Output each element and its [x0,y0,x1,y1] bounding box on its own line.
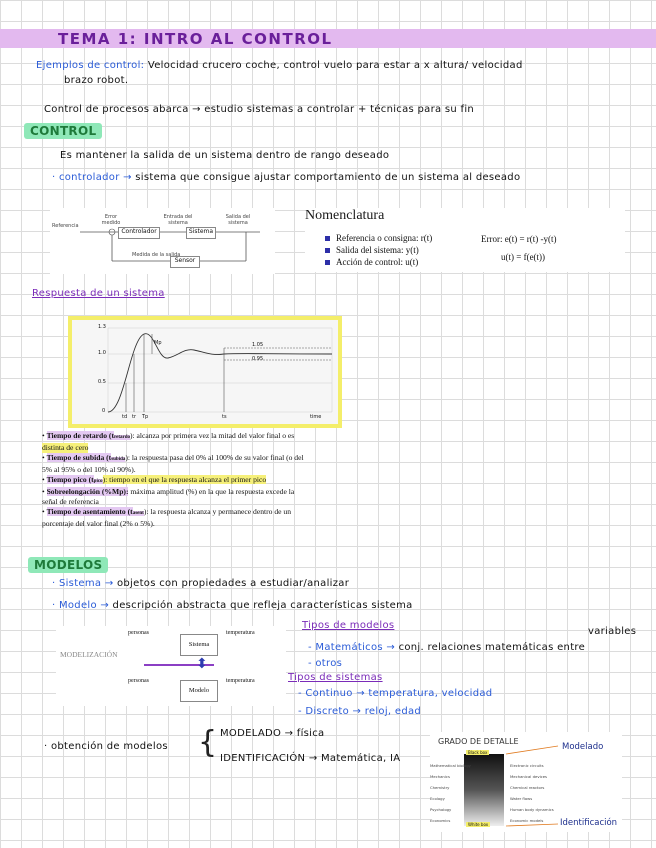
procesos-line: Control de procesos abarca → estudio sistemas a controlar + técnicas para su fin [44,104,475,115]
variables-text: variables [588,626,637,637]
x-tick: Tp [142,414,149,420]
bottom-tag: White box [468,822,489,827]
def-retardo-2: distinta de cero [42,443,89,452]
nomenclatura-item: Referencia o consigna: r(t) [325,232,432,244]
identificacion-line: IDENTIFICACIÓN → Matemática, IA [220,753,401,764]
matematicos-text: conj. relaciones matemáticas entre [398,642,586,653]
sistema-text: objetos con propiedades a estudiar/analizar [116,578,350,589]
tipos-sistemas-heading: Tipos de sistemas [288,672,383,683]
def-asent-2: porcentaje del valor final (2% o 5%). [42,519,155,528]
updown-arrow-icon: ⬍ [196,657,208,672]
def-asent: • Tiempo de asentamiento (tasent): la respuesta alcanza y permanece dentro de un [42,507,291,516]
controlador-box: Controlador [118,227,160,239]
detalle-left-labels: Mathematical biology Mechanics Chemistry Ecology Psychology Economics [430,763,471,823]
nomenclatura-item: Acción de control: u(t) [325,256,432,268]
def-subida: • Tiempo de subida (tsubida): la respuesta pasa del 0% al 100% de su valor final (o del [42,453,304,462]
modelo-model-box: Modelo [180,680,218,702]
ejemplos-text: Velocidad crucero coche, control vuelo para estar a x altura/ velocidad [147,60,523,71]
def-subida-2: 5% al 95% o del 10% al 90%). [42,465,136,474]
modelos-heading-text: MODELOS [28,557,108,573]
salida-label: Salida del sistema [225,214,251,226]
respuesta-heading: Respuesta de un sistema [32,288,165,299]
x-tick: time [310,414,322,420]
modelo-label: · Modelo → [52,600,110,611]
x-tick: tr [132,414,137,420]
control-heading [24,124,102,138]
personas-bottom: personas [128,678,149,684]
detalle-right-labels: Electronic circuits Mechanical devices Chemical reactors Water flows Human body dynamics Economic models [510,763,554,823]
controlador-text: sistema que consigue ajustar comportamiento de un sistema al deseado [135,172,521,183]
top-tag: Black box [468,750,488,755]
brace-icon: { [198,725,218,760]
personas-top: personas [128,630,149,636]
y-tick: 0.5 [98,379,106,385]
def-pico: • Tiempo pico (tpico): tiempo en el que la respuesta alcanza el primer pico [42,475,267,484]
modelizacion-diagram [56,626,286,706]
matematicos-label: - Matemáticos → [308,642,396,653]
error-label: Error medido [101,214,121,226]
medida-label: Medida de la salida [132,252,181,258]
sistema-model-box: Sistema [180,634,218,656]
page-title: TEMA 1: INTRO AL CONTROL [58,30,333,48]
modelos-heading [28,558,108,572]
matematicos-line [308,642,585,653]
sistema-box: Sistema [186,227,216,239]
control-heading-text: CONTROL [24,123,102,139]
sensor-box: Sensor [170,256,200,268]
nomenclatura-title: Nomenclatura [305,208,385,223]
ejemplos-text-2: brazo robot. [64,75,129,86]
block-diagram [50,208,275,274]
y-tick: 1.3 [98,324,106,330]
controlador-label: · controlador → [52,172,132,183]
respuesta-definitions [42,431,362,529]
y-tick: 0 [102,408,106,414]
modelos-line-1 [52,578,349,589]
otros-line: - otros [308,658,343,669]
modelo-text: descripción abstracta que refleja características sistema [112,600,413,611]
u-formula: u(t) = f(e(t)) [501,252,546,262]
detalle-modelado: Modelado [562,742,604,752]
modelizacion-label: MODELIZACIÓN [60,650,118,659]
modelado-line: MODELADO → física [220,728,325,739]
discreto-line: - Discreto → reloj, edad [298,706,422,717]
mp-label: Mp [154,340,162,346]
detalle-panel [430,732,622,832]
nomenclatura-list [325,232,432,268]
temperatura-bottom: temperatura [226,678,255,684]
x-tick: ts [222,414,227,420]
sistema-label: · Sistema → [52,578,114,589]
response-chart-frame [68,316,342,428]
x-tick: td [122,414,128,420]
band-upper: 1.05 [252,342,264,348]
def-retardo: • Tiempo de retardo (tretardo): alcanza por primera vez la mitad del valor final o es [42,431,295,440]
obtencion-label: · obtención de modelos [44,741,168,752]
ejemplos-label: Ejemplos de control: [36,60,145,71]
continuo-line: - Continuo → temperatura, velocidad [298,688,493,699]
band-lower: 0.95 [252,356,264,362]
tipos-modelos-heading: Tipos de modelos [302,620,395,631]
temperatura-top: temperatura [226,630,255,636]
response-chart [72,320,338,424]
nomenclatura-panel [305,208,625,272]
entrada-label: Entrada del sistema [163,214,193,226]
def-mp-2: señal de referencia [42,497,99,506]
error-formula: Error: e(t) = r(t) -y(t) [481,234,557,244]
modelos-line-2 [52,600,413,611]
detalle-title: GRADO DE DETALLE [438,737,519,746]
ejemplos-block [36,58,636,88]
control-line-1: Es mantener la salida de un sistema dentro de rango deseado [60,150,390,161]
detalle-identificacion: Identificación [560,818,618,828]
def-mp: • Sobreelongación (%Mp): máxima amplitud (%) en la que la respuesta excede la [42,487,295,496]
control-line-2 [52,172,520,183]
referencia-label: Referencia [52,223,79,229]
nomenclatura-item: Salida del sistema: y(t) [325,244,432,256]
y-tick: 1.0 [98,350,106,356]
